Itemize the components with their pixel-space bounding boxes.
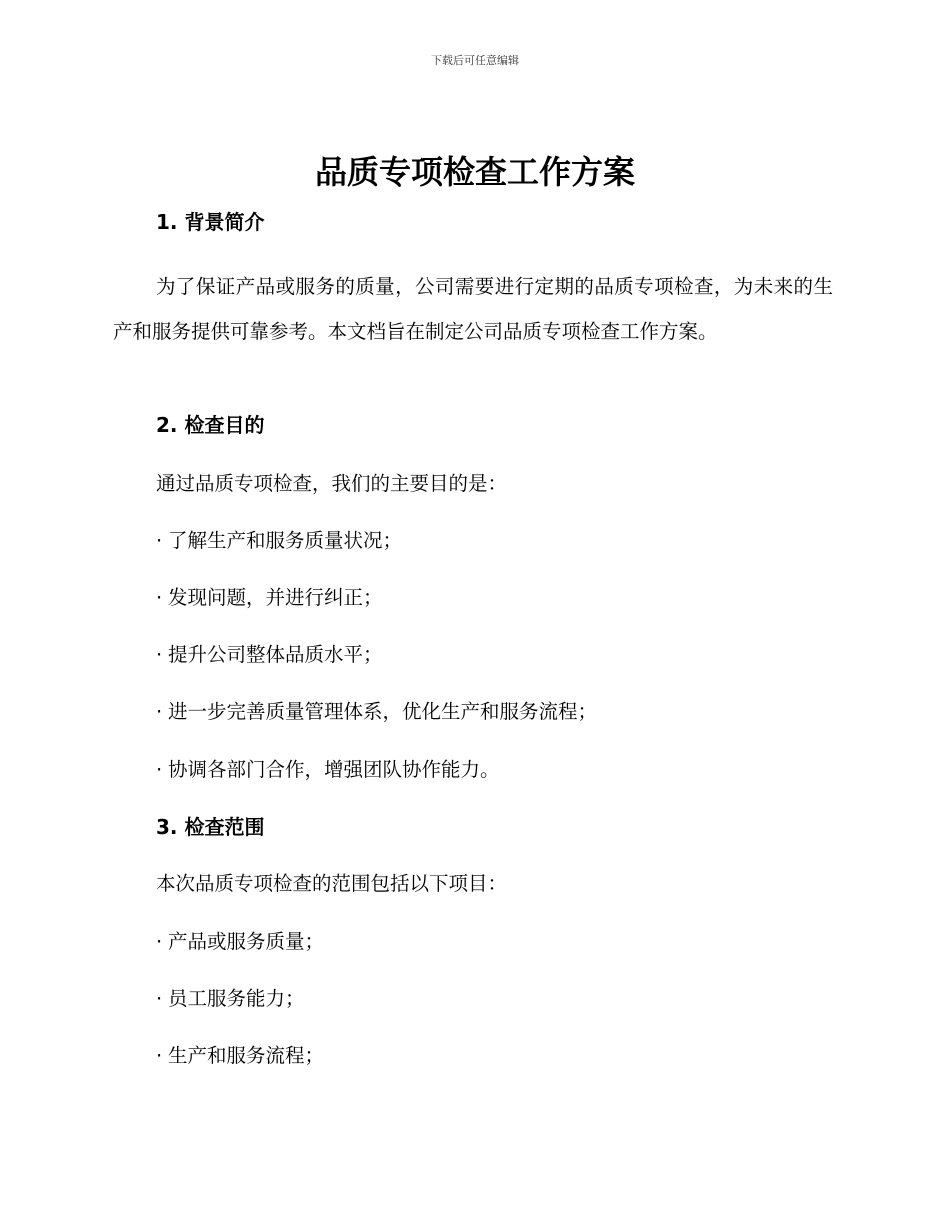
list-item: · 了解生产和服务质量状况； xyxy=(156,527,402,555)
section-3-intro: 本次品质专项检查的范围包括以下项目： xyxy=(156,872,508,895)
document-title: 品质专项检查工作方案 xyxy=(314,153,635,191)
list-item: · 协调各部门合作，增强团队协作能力。 xyxy=(156,756,500,784)
section-2-heading: 2. 检查目的 xyxy=(156,413,265,437)
page-header: 下载后可任意编辑 xyxy=(431,54,519,67)
list-item: · 员工服务能力； xyxy=(156,985,305,1013)
section-1-heading: 1. 背景简介 xyxy=(156,210,265,234)
section-2-intro: 通过品质专项检查，我们的主要目的是： xyxy=(156,472,508,495)
section-1-paragraph: 为了保证产品或服务的质量，公司需要进行定期的品质专项检查，为未来的生产和服务提供可靠参考。本文档旨在制定公司品质专项检查工作方案。 xyxy=(113,275,833,343)
list-item: · 产品或服务质量； xyxy=(156,928,324,956)
section-3-heading: 3. 检查范围 xyxy=(156,815,265,839)
list-item: · 进一步完善质量管理体系，优化生产和服务流程； xyxy=(156,698,597,726)
list-item: · 提升公司整体品质水平； xyxy=(156,641,383,669)
list-item: · 发现问题，并进行纠正； xyxy=(156,584,383,612)
list-item: · 生产和服务流程； xyxy=(156,1042,324,1070)
